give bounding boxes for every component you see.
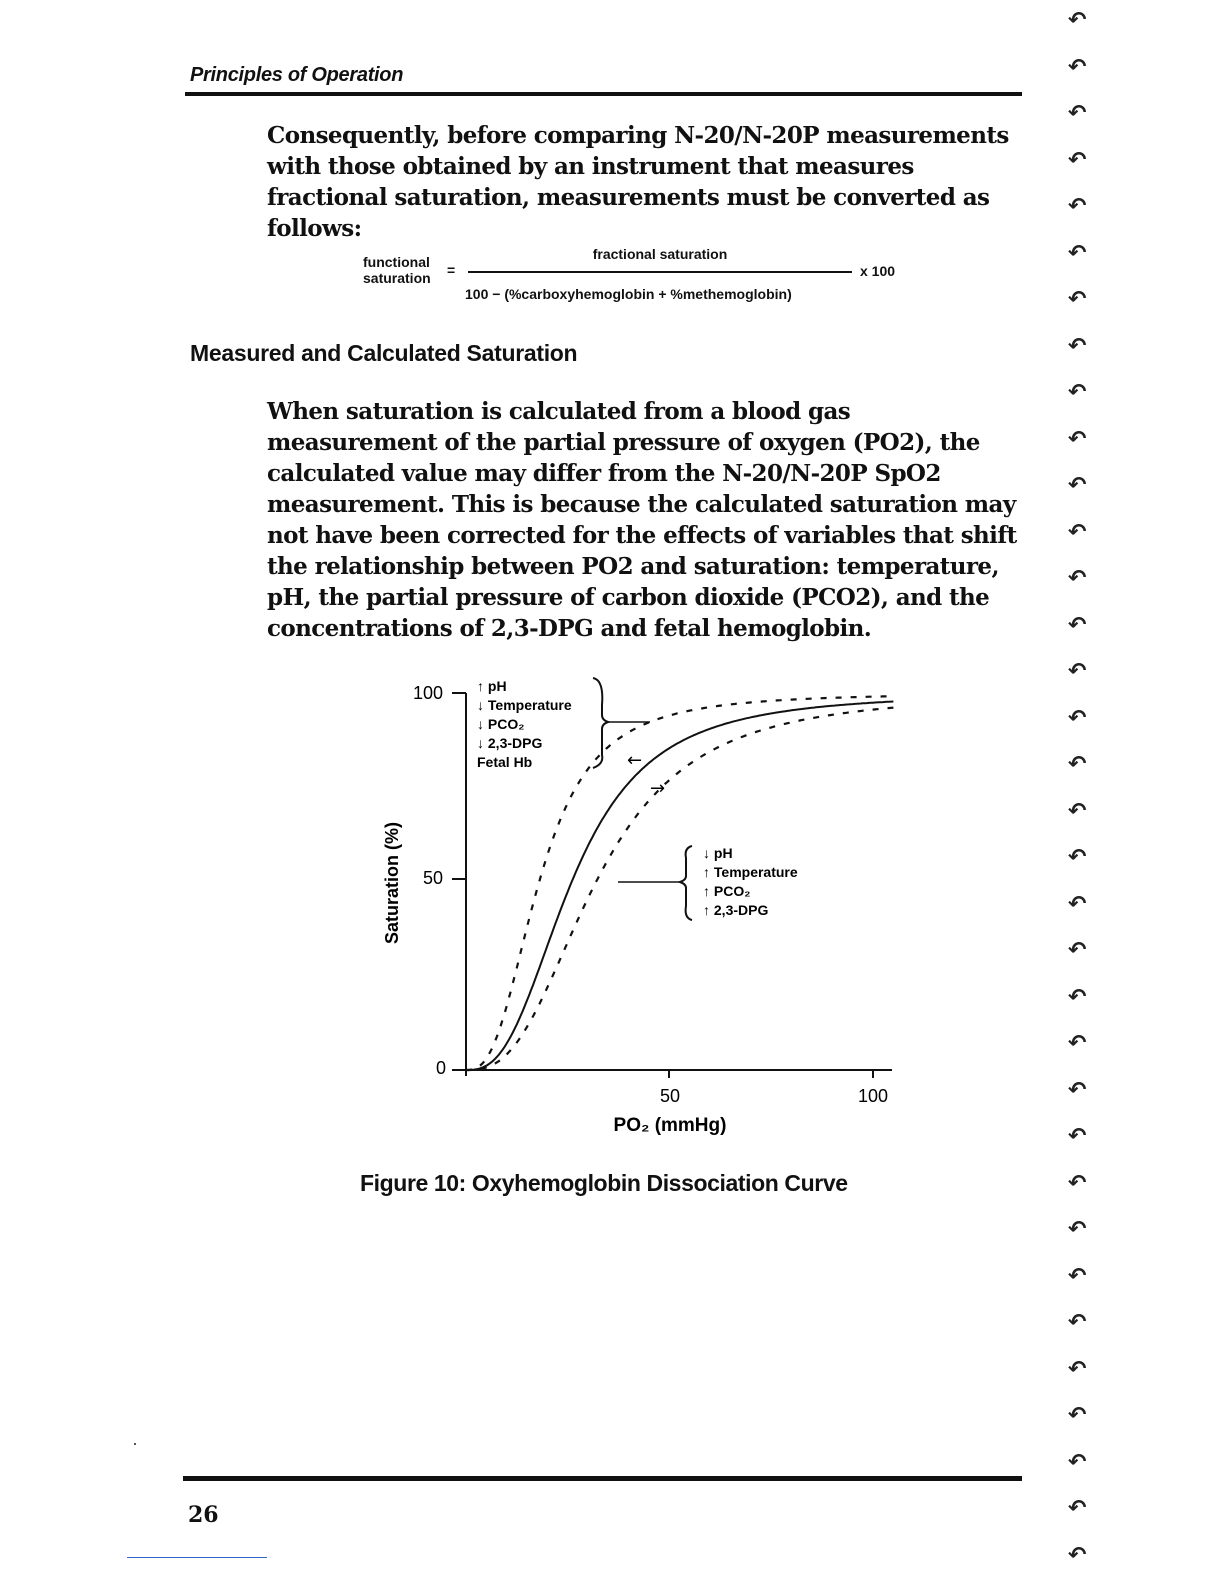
- binding-ring: ↶: [1068, 147, 1087, 173]
- right-shift-label: ↓ pH: [703, 845, 733, 861]
- blue-underline: [127, 1557, 267, 1558]
- y-tick-label: 100: [412, 683, 443, 703]
- binding-ring: ↶: [1068, 54, 1087, 80]
- binding-ring: ↶: [1068, 519, 1087, 545]
- right-shift-annotation: [703, 845, 798, 918]
- binding-ring: ↶: [1068, 1077, 1087, 1103]
- footer-rule: [183, 1476, 1022, 1481]
- right-shift-arrow: →: [650, 778, 666, 799]
- left-shift-label: ↓ 2,3-DPG: [477, 735, 543, 751]
- binding-ring: ↶: [1068, 287, 1087, 312]
- left-shift-label: ↑ pH: [477, 678, 507, 694]
- binding-ring: ↶: [1068, 612, 1087, 638]
- formula-equals: =: [447, 262, 456, 278]
- x-tick-label: 50: [659, 1086, 681, 1106]
- formula-left-line2: saturation: [363, 270, 431, 286]
- binding-ring: ↶: [1068, 938, 1087, 963]
- binding-ring: ↶: [1068, 1542, 1087, 1568]
- running-header: Principles of Operation: [190, 64, 404, 86]
- left-shift-label: ↓ PCO₂: [477, 716, 525, 732]
- binding-ring: ↶: [1068, 194, 1087, 219]
- binding-ring: ↶: [1068, 1217, 1087, 1242]
- binding-ring: ↶: [1068, 1310, 1087, 1335]
- y-axis-title: Saturation (%): [382, 821, 402, 945]
- section-heading: Measured and Calculated Saturation: [190, 340, 578, 366]
- binding-ring: ↶: [1068, 705, 1087, 731]
- binding-ring: ↶: [1068, 1449, 1087, 1475]
- binding-ring: ↶: [1068, 1124, 1087, 1149]
- formula-denominator: 100 − (%carboxyhemoglobin + %methemoglobin): [465, 286, 792, 302]
- right-shift-label: ↑ 2,3-DPG: [703, 902, 769, 918]
- binding-ring: ↶: [1068, 1356, 1087, 1382]
- chart-curves: [466, 696, 893, 1070]
- y-tick-label: 50: [422, 868, 443, 888]
- formula-left-line1: functional: [363, 254, 430, 270]
- scan-speck: [134, 1443, 136, 1445]
- binding-ring: ↶: [1068, 1031, 1087, 1056]
- binding-ring: ↶: [1068, 798, 1087, 824]
- y-tick-label: 0: [435, 1058, 446, 1078]
- figure-caption: Figure 10: Oxyhemoglobin Dissociation Curve: [360, 1170, 848, 1196]
- intro-paragraph: Consequently, before comparing N-20/N-20P measurements with those obtained by an instrument that measures fractional saturation, measurements must be converted as follows:: [267, 122, 1009, 242]
- binding-ring: ↶: [1068, 845, 1087, 870]
- binding-ring: ↶: [1068, 333, 1087, 359]
- right-shift-label: ↑ Temperature: [703, 864, 798, 880]
- binding-ring: ↶: [1068, 1263, 1087, 1289]
- binding-ring: ↶: [1068, 240, 1087, 266]
- binding-ring: ↶: [1068, 984, 1087, 1010]
- binding-ring: ↶: [1068, 566, 1087, 591]
- left-shift-label: Fetal Hb: [477, 754, 533, 770]
- binding-ring: ↶: [1068, 891, 1087, 917]
- binding-ring: ↶: [1068, 752, 1087, 777]
- right-shift-bracket: [680, 846, 692, 920]
- page-number: 26: [188, 1502, 219, 1528]
- left-shift-arrow: ←: [627, 750, 643, 771]
- binding-ring: ↶: [1068, 101, 1087, 126]
- curve-left-shifted: [466, 696, 893, 1070]
- binding-ring: ↶: [1068, 380, 1087, 405]
- formula-multiplier: x 100: [860, 263, 896, 279]
- right-shift-label: ↑ PCO₂: [703, 883, 751, 899]
- binding-ring: ↶: [1068, 8, 1087, 33]
- section-paragraph: When saturation is calculated from a blood gas measurement of the partial pressure of oxygen (PO2), the calculated value may differ from the N-20/N-20P SpO2 measurement. This is because the calculated saturation may not have been corrected for the effects of variables that shift the relationship between PO2 and saturation: temperature, pH, the partial pressure of carbon dioxide (PCO2), and the concentrations of 2,3-DPG and fetal hemoglobin.: [267, 398, 1017, 642]
- left-shift-annotation: [477, 678, 572, 770]
- binding-ring: ↶: [1068, 1496, 1087, 1521]
- left-shift-bracket: [593, 678, 608, 768]
- binding-ring: ↶: [1068, 659, 1087, 684]
- binding-ring: ↶: [1068, 473, 1087, 498]
- binding-ring: ↶: [1068, 426, 1087, 452]
- x-tick-label: 100: [857, 1086, 889, 1106]
- formula-numerator: fractional saturation: [592, 246, 728, 262]
- left-shift-label: ↓ Temperature: [477, 697, 572, 713]
- x-axis-title: PO₂ (mmHg): [613, 1115, 727, 1136]
- binding-ring: ↶: [1068, 1403, 1087, 1428]
- spiral-binding: [1064, 0, 1104, 1584]
- binding-ring: ↶: [1068, 1170, 1087, 1196]
